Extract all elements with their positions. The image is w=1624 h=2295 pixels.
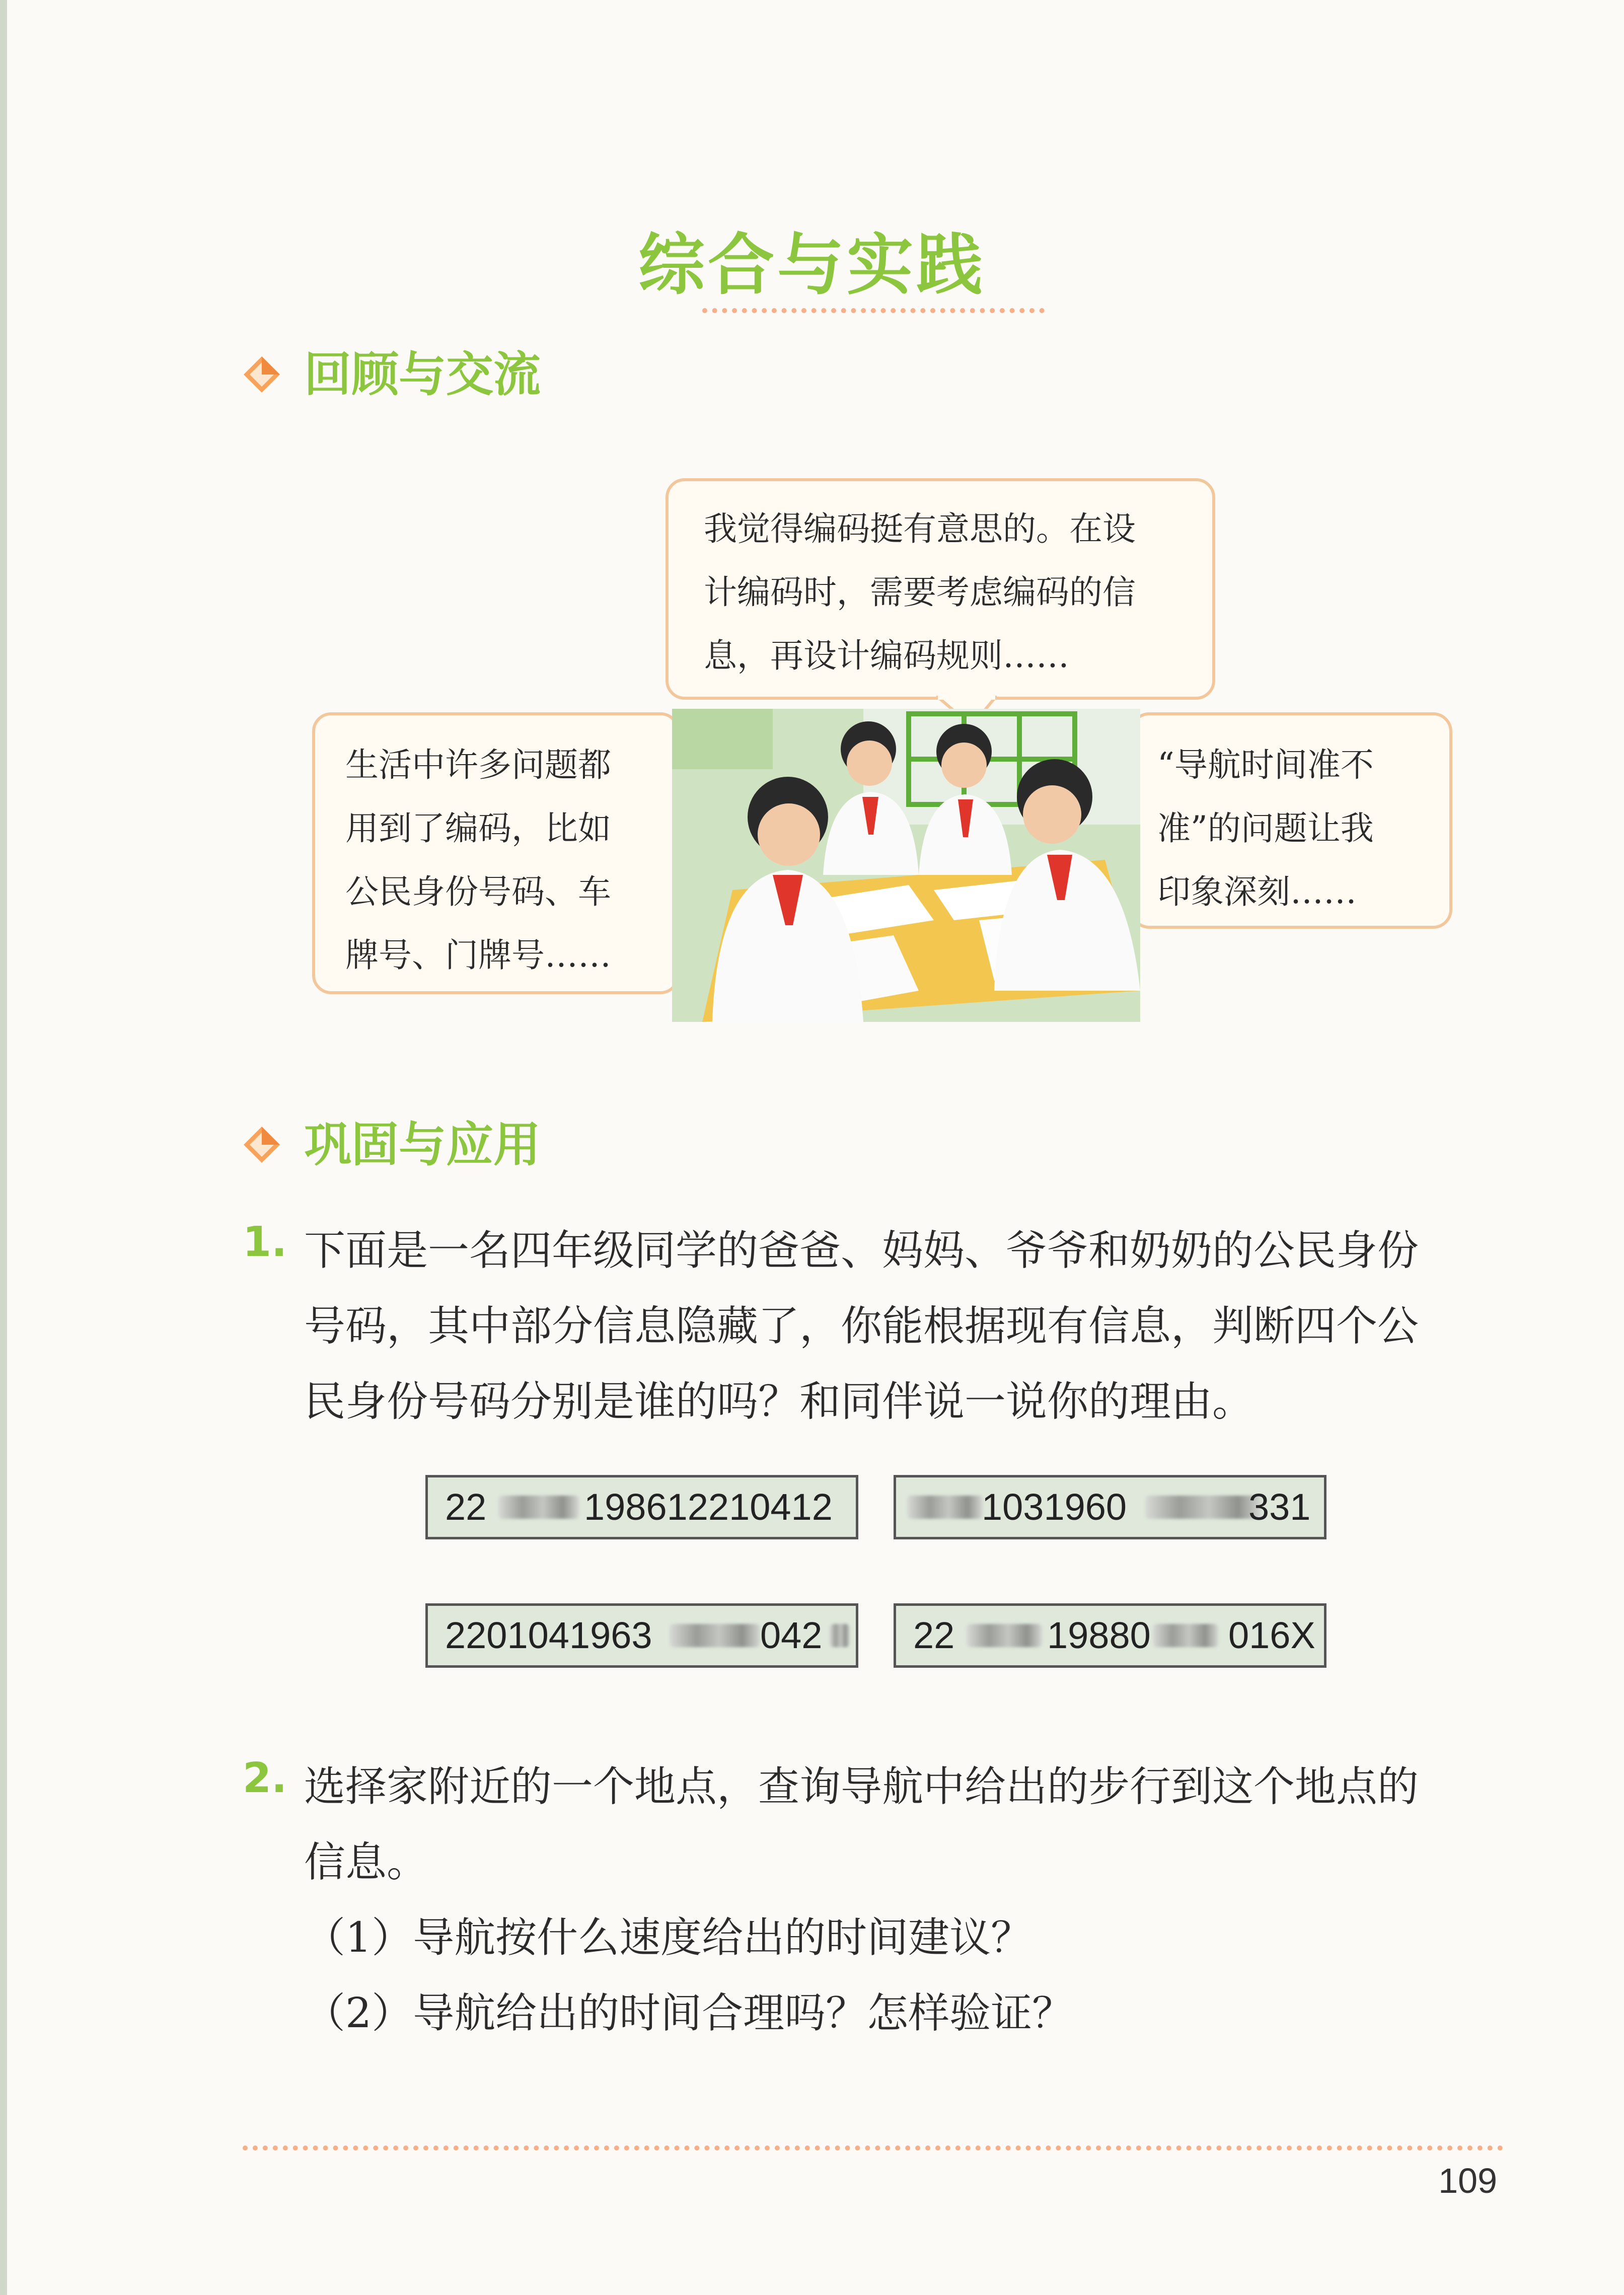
speech-bubble-right — [1130, 712, 1452, 929]
footer-divider — [243, 2145, 1503, 2151]
id-number-box-3 — [425, 1603, 858, 1668]
id-4-prefix: 22 — [913, 1614, 955, 1656]
id-number-box-1 — [425, 1475, 858, 1539]
id-2-part-1: 1031960 — [982, 1486, 1127, 1528]
bubble-top-line-2: 计编码时，需要考虑编码的信 — [704, 573, 1136, 612]
id-3-prefix: 2201041963 — [445, 1614, 652, 1656]
page-edge — [0, 0, 7, 2295]
id-3-hidden-mask — [670, 1624, 760, 1647]
question-2-sub-2: （2）导航给出的时间合理吗？怎样验证？ — [304, 1989, 1074, 2037]
section-apply-label: 巩固与应用 — [304, 1118, 541, 1172]
id-4-part-1: 19880 — [1047, 1614, 1151, 1656]
id-2-hidden-mask-1 — [907, 1496, 983, 1519]
question-2-number: 2. — [243, 1754, 287, 1802]
question-2-line-1: 选择家附近的一个地点，查询导航中给出的步行到这个地点的 — [304, 1763, 1419, 1811]
page-number: 109 — [1438, 2161, 1497, 2200]
speech-bubble-left — [312, 712, 680, 994]
bubble-right-line-1: “导航时间准不 — [1157, 746, 1374, 784]
question-2-line-2: 信息。 — [304, 1838, 428, 1886]
question-1-number: 1. — [243, 1218, 287, 1266]
id-4-hidden-mask-2 — [1153, 1624, 1218, 1647]
id-1-prefix: 22 — [445, 1486, 487, 1528]
id-3-hidden-mask-2 — [830, 1624, 850, 1647]
question-2-text — [304, 1749, 1419, 2051]
id-2-hidden-mask-2 — [1145, 1496, 1261, 1519]
question-1-line-1: 下面是一名四年级同学的爸爸、妈妈、爷爷和奶奶的公民身份 — [304, 1227, 1419, 1275]
id-1-hidden-mask — [498, 1496, 579, 1519]
bubble-right-line-3: 印象深刻…… — [1157, 872, 1357, 911]
section-review-label: 回顾与交流 — [304, 347, 541, 402]
question-1-text — [304, 1213, 1419, 1440]
section-diamond-icon — [243, 355, 281, 394]
id-number-box-4 — [894, 1603, 1326, 1668]
bubble-top-line-3: 息，再设计编码规则…… — [704, 636, 1069, 675]
bubble-left-line-2: 用到了编码，比如 — [345, 809, 611, 848]
id-1-suffix: 198612210412 — [584, 1486, 833, 1528]
bubble-left-line-1: 生活中许多问题都 — [345, 746, 611, 784]
bubble-left-line-4: 牌号、门牌号…… — [345, 936, 611, 975]
question-1-line-2: 号码，其中部分信息隐藏了，你能根据现有信息，判断四个公 — [304, 1302, 1419, 1350]
id-2-part-2: 331 — [1248, 1486, 1311, 1528]
id-number-box-2 — [894, 1475, 1326, 1539]
bubble-top-line-1: 我觉得编码挺有意思的。在设 — [704, 509, 1136, 548]
question-2-sub-1: （1）导航按什么速度给出的时间建议？ — [304, 1914, 1032, 1962]
bubble-left-line-3: 公民身份号码、车 — [345, 872, 611, 911]
question-1-line-3: 民身份号码分别是谁的吗？和同伴说一说你的理由。 — [304, 1378, 1254, 1426]
bubble-right-line-2: 准”的问题让我 — [1157, 809, 1374, 848]
section-diamond-icon — [243, 1126, 281, 1164]
speech-bubble-top — [666, 478, 1215, 700]
title-underline — [702, 308, 1045, 313]
page-title: 综合与实践 — [638, 227, 986, 304]
id-3-suffix: 042 — [760, 1614, 823, 1656]
students-discussion-photo — [672, 709, 1140, 1022]
id-4-hidden-mask-1 — [967, 1624, 1042, 1647]
id-4-part-2: 016X — [1228, 1614, 1315, 1656]
